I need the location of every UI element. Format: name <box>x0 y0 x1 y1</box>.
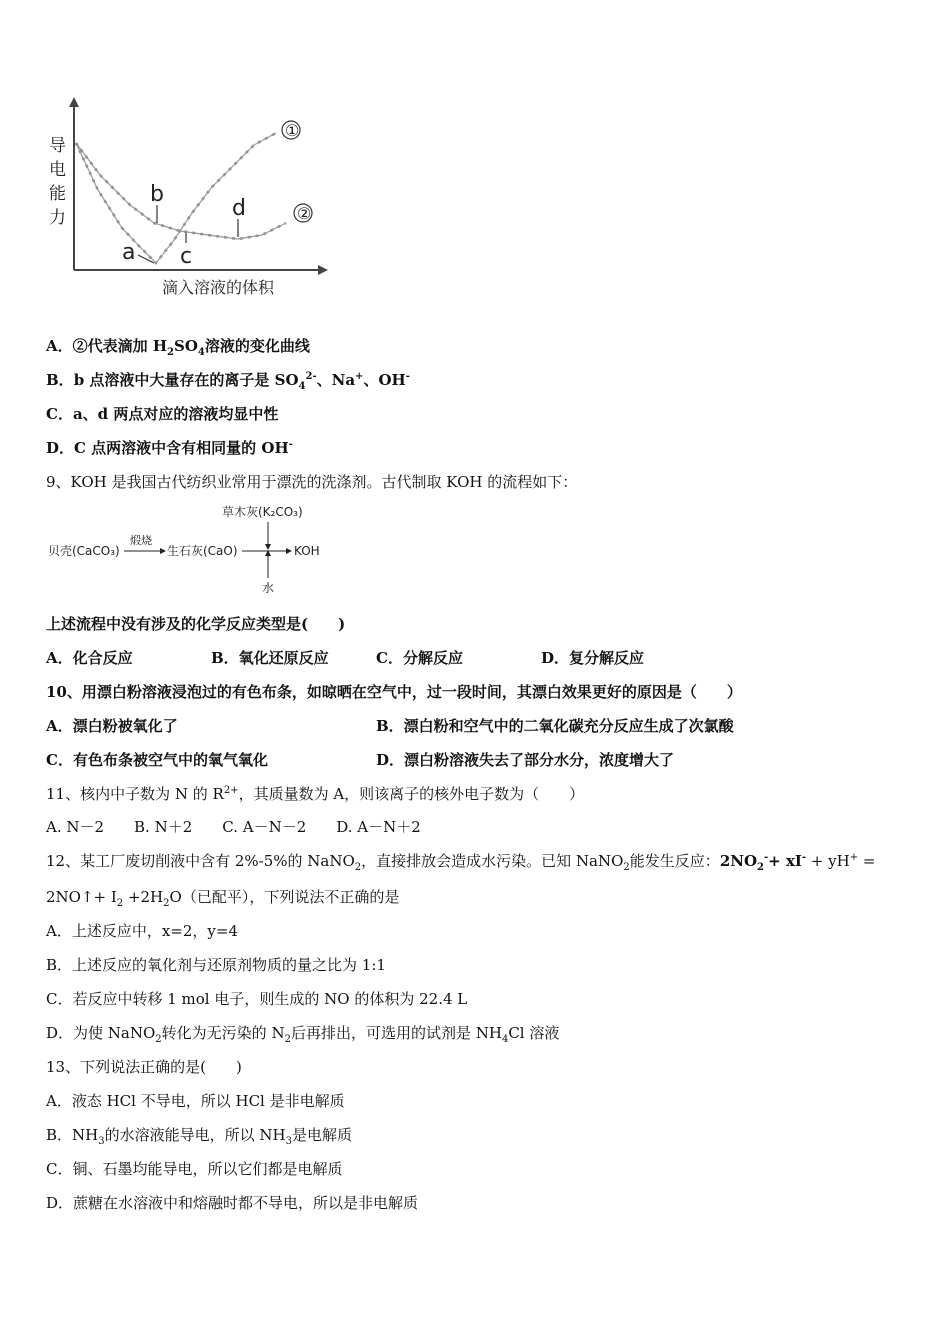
flow-top: 草木灰(K₂CO₃) <box>222 505 303 519</box>
q10-stem: 10、用漂白粉溶液浸泡过的有色布条，如晾晒在空气中，过一段时间，其漂白效果更好的原因是（ ） <box>46 683 742 701</box>
point-b-label: b <box>150 182 164 207</box>
q13-stem: 13、下列说法正确的是( ) <box>46 1058 242 1076</box>
q8-option-d: D．C 点两溶液中含有相同量的 OH- <box>46 439 293 457</box>
flow-start: 贝壳(CaCO₃) <box>48 544 120 558</box>
xlabel: 滴入溶液的体积 <box>162 278 275 297</box>
curve2-label: ② <box>297 204 312 223</box>
q12-option-b: B．上述反应的氧化剂与还原剂物质的量之比为 1:1 <box>46 956 386 974</box>
curve-2 <box>76 143 286 239</box>
q12-option-c: C．若反应中转移 1 mol 电子，则生成的 NO 的体积为 22.4 L <box>46 990 468 1008</box>
point-d-label: d <box>232 196 246 221</box>
q9-option-c: C．分解反应 <box>376 649 463 667</box>
q12-stem: 12、某工厂废切削液中含有 2%-5%的 NaNO$_2$，直接排放会造成水污染。已知 NaNO$_2$能发生反应：$2NO_2^-+ xI^- + yH^+$ = <box>46 852 876 873</box>
q8-option-a: A．②代表滴加 $H_2SO_4$溶液的变化曲线 <box>46 337 310 358</box>
q8-option-b: B．b 点溶液中大量存在的离子是 $SO_4^{2-}$、Na+、OH- <box>46 371 410 392</box>
flow-bottom: 水 <box>262 581 275 595</box>
q9-question: 上述流程中没有涉及的化学反应类型是( ) <box>46 615 346 633</box>
q13-option-b: B．$NH_3$的水溶液能导电，所以 $NH_3$是电解质 <box>46 1126 352 1147</box>
q10-option-b: B．漂白粉和空气中的二氧化碳充分反应生成了次氯酸 <box>376 717 734 735</box>
point-c-label: c <box>180 244 193 269</box>
ylabel-char: 能 <box>49 184 66 204</box>
ylabel-char: 导 <box>49 136 66 156</box>
flow-arrow1-label: 煅烧 <box>130 534 152 547</box>
x-axis-arrow <box>318 265 328 275</box>
q9-stem: 9、KOH 是我国古代纺织业常用于漂洗的洗涤剂。古代制取 KOH 的流程如下： <box>46 473 578 491</box>
q11-stem: 11、核内中子数为 N 的 $R^{2+}$，其质量数为 A，则该离子的核外电子数为（ ） <box>46 785 585 803</box>
q12-option-d: D．为使 NaNO$_2$转化为无污染的 $N_2$后再排出，可选用的试剂是 $NH_4Cl$ 溶液 <box>46 1024 560 1045</box>
q9-option-d: D．复分解反应 <box>541 649 645 667</box>
q8-option-c: C．a、d 两点对应的溶液均显中性 <box>46 405 279 423</box>
q10-option-c: C．有色布条被空气中的氧气氧化 <box>46 751 268 769</box>
q9-option-a: A．化合反应 <box>46 649 133 667</box>
point-a-label: a <box>122 240 136 265</box>
ylabel-char: 力 <box>49 208 66 228</box>
ylabel-char: 电 <box>49 160 66 180</box>
q12-stem-line2: 2NO↑+ $I_2 +2H_2O$（已配平），下列说法不正确的是 <box>46 888 400 909</box>
q9-option-b: B．氧化还原反应 <box>211 649 329 667</box>
flow-middle: 生石灰(CaO) <box>167 544 238 558</box>
q12-option-a: A．上述反应中，x=2，y=4 <box>46 922 238 940</box>
q13-option-d: D．蔗糖在水溶液中和熔融时都不导电，所以是非电解质 <box>46 1194 419 1212</box>
koh-flow-diagram <box>46 500 346 600</box>
q10-option-a: A．漂白粉被氧化了 <box>46 717 178 735</box>
flow-end: KOH <box>294 544 320 558</box>
curve1-label: ① <box>285 121 300 140</box>
q13-option-a: A．液态 HCl 不导电，所以 HCl 是非电解质 <box>46 1092 345 1110</box>
q11-options: A. N－2 B. N＋2 C. A－N－2 D. A－N＋2 <box>46 818 421 836</box>
conductivity-graph <box>40 95 340 310</box>
q13-option-c: C．铜、石墨均能导电，所以它们都是电解质 <box>46 1160 343 1178</box>
q10-option-d: D．漂白粉溶液失去了部分水分，浓度增大了 <box>376 751 675 769</box>
y-axis-arrow <box>69 97 79 107</box>
